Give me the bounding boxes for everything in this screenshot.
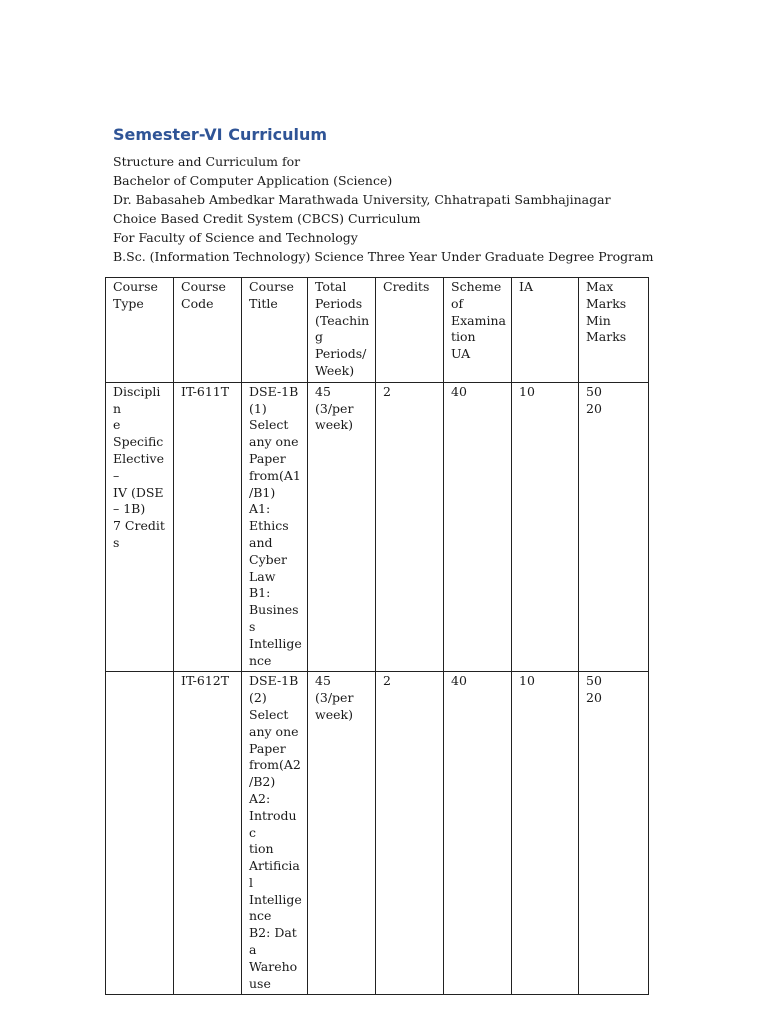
cell-ia: 10 xyxy=(512,672,579,995)
section-heading: Semester-VI Curriculum xyxy=(113,125,328,144)
cell-max-min-marks: 50 20 xyxy=(579,672,649,995)
cell-course-title: DSE-1B (2) Select any one Paper from(A2 /B2) A2: Introduc tion Artificial Intellige nce B2: Data Wareho use xyxy=(242,672,308,995)
cell-course-type: Disciplin e Specific Elective– IV (DSE – 1B) 7 Credits xyxy=(106,382,174,672)
cell-course-code: IT-611T xyxy=(174,382,242,672)
table-row xyxy=(106,672,649,995)
header-course-title: Course Title xyxy=(242,278,308,383)
cell-credits: 2 xyxy=(376,382,444,672)
document-body xyxy=(113,124,653,266)
cell-scheme-ua: 40 xyxy=(444,382,512,672)
cell-course-type xyxy=(106,672,174,995)
intro-line-structure: Structure and Curriculum for xyxy=(113,154,301,169)
header-ia: IA xyxy=(512,278,579,383)
header-course-type: Course Type xyxy=(106,278,174,383)
header-max-min-marks: Max Marks Min Marks xyxy=(579,278,649,383)
cell-credits: 2 xyxy=(376,672,444,995)
header-credits: Credits xyxy=(376,278,444,383)
intro-line-program: B.Sc. (Information Technology) Science Three Year Under Graduate Degree Program xyxy=(113,249,654,264)
intro-line-cbcs: Choice Based Credit System (CBCS) Curriculum xyxy=(113,211,421,226)
table-row xyxy=(106,382,649,672)
header-scheme-ua: Scheme of Examina tion UA xyxy=(444,278,512,383)
cell-scheme-ua: 40 xyxy=(444,672,512,995)
cell-course-title: DSE-1B (1) Select any one Paper from(A1 /B1) A1: Ethics and Cyber Law B1: Business Intellige nce xyxy=(242,382,308,672)
intro-line-degree: Bachelor of Computer Application (Science) xyxy=(113,173,393,188)
cell-total-periods: 45 (3/per week) xyxy=(308,672,376,995)
cell-ia: 10 xyxy=(512,382,579,672)
intro-line-faculty: For Faculty of Science and Technology xyxy=(113,230,358,245)
curriculum-table xyxy=(105,277,649,995)
header-course-code: Course Code xyxy=(174,278,242,383)
intro-line-university: Dr. Babasaheb Ambedkar Marathwada University, Chhatrapati Sambhajinagar xyxy=(113,192,611,207)
cell-total-periods: 45 (3/per week) xyxy=(308,382,376,672)
cell-course-code: IT-612T xyxy=(174,672,242,995)
header-total-periods: Total Periods (Teachin g Periods/ Week) xyxy=(308,278,376,383)
cell-max-min-marks: 50 20 xyxy=(579,382,649,672)
table-header-row xyxy=(106,278,649,383)
